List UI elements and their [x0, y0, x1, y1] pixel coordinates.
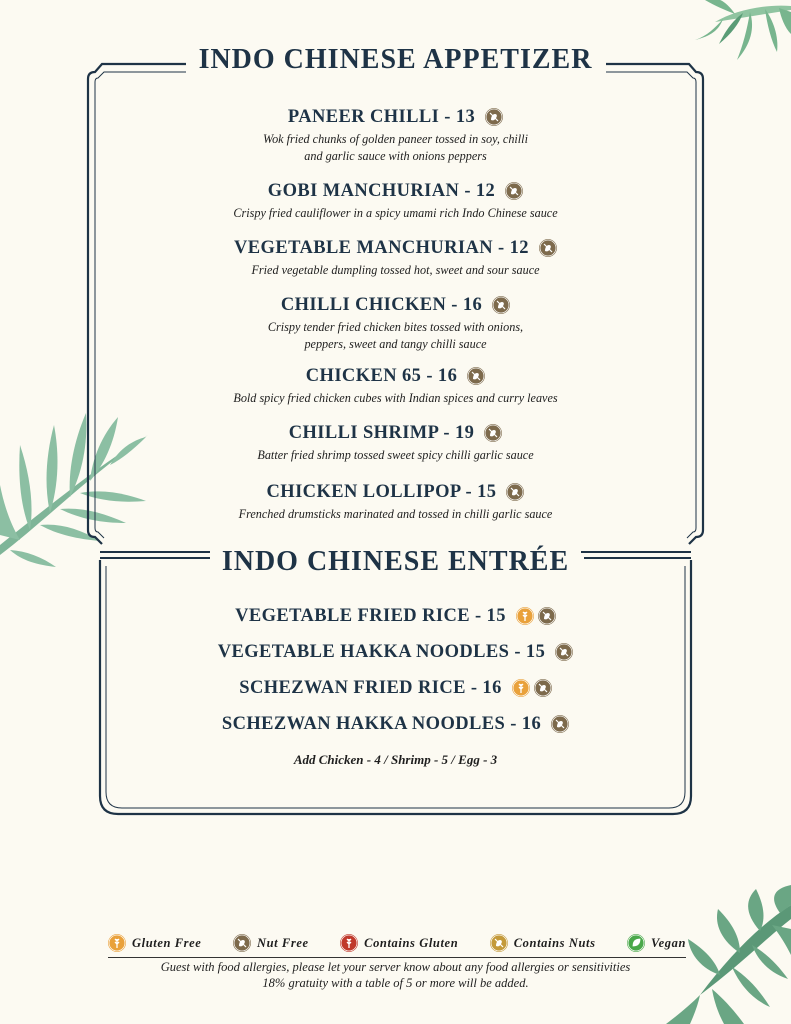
description-line: Crispy fried cauliflower in a spicy umami rich Indo Chinese sauce	[233, 206, 558, 220]
menu-item-description	[100, 262, 691, 279]
menu-item-name	[267, 481, 525, 503]
menu-item	[100, 422, 691, 464]
description-line: Crispy tender fried chicken bites tossed with onions,	[267, 320, 524, 334]
entree-section-title: INDO CHINESE ENTRÉE	[0, 546, 791, 578]
menu-item	[100, 237, 691, 279]
menu-item-description	[100, 506, 691, 523]
menu-item-title: CHILLI CHICKEN - 16	[280, 295, 483, 315]
menu-item-name	[289, 422, 503, 444]
allergy-note: Guest with food allergies, please let your server know about any food allergies or sensitivities	[160, 960, 631, 974]
description-line: Batter fried shrimp tossed sweet spicy chilli garlic sauce	[257, 448, 534, 462]
nut-free-icon	[551, 715, 569, 733]
menu-item	[100, 106, 691, 165]
menu-item-name	[218, 641, 573, 663]
dietary-icons	[551, 715, 569, 733]
dietary-legend	[108, 934, 686, 952]
menu-item-title: CHICKEN 65 - 16	[305, 366, 458, 386]
menu-item-description	[100, 319, 691, 353]
menu-item	[100, 641, 691, 663]
legend-label: Contains Gluten	[364, 935, 459, 950]
menu-item	[100, 481, 691, 523]
nut-free-icon	[538, 607, 556, 625]
menu-item-name	[235, 605, 556, 627]
menu-item-name	[268, 180, 523, 202]
nut-free-icon	[539, 239, 557, 257]
menu-item-title: GOBI MANCHURIAN - 12	[267, 181, 496, 201]
nut-free-icon	[505, 182, 523, 200]
menu-item-title: CHILLI SHRIMP - 19	[288, 423, 475, 443]
dietary-icons	[539, 239, 557, 257]
menu-item-name	[222, 713, 569, 735]
gluten-free-icon	[108, 934, 126, 952]
legend-item-contains-gluten	[340, 934, 458, 952]
description-line: Bold spicy fried chicken cubes with Indian spices and curry leaves	[233, 391, 558, 405]
nut-free-icon	[485, 108, 503, 126]
description-line: Fried vegetable dumpling tossed hot, sweet and sour sauce	[251, 263, 540, 277]
legend-item-gluten-free	[108, 934, 201, 952]
description-line: and garlic sauce with onions peppers	[304, 149, 487, 163]
nut-free-icon	[492, 296, 510, 314]
menu-item-title: VEGETABLE FRIED RICE - 15	[235, 606, 506, 626]
menu-item-description	[100, 447, 691, 464]
dietary-icons	[484, 424, 502, 442]
nut-free-icon	[555, 643, 573, 661]
dietary-icons	[516, 607, 556, 625]
legend-label: Vegan	[651, 935, 686, 950]
menu-item	[100, 677, 691, 699]
menu-item-name	[288, 106, 503, 128]
nut-free-icon	[233, 934, 251, 952]
menu-item	[100, 605, 691, 627]
description-line: peppers, sweet and tangy chilli sauce	[304, 337, 487, 351]
legend-label: Nut Free	[256, 935, 309, 950]
description-line: Frenched drumsticks marinated and tossed in chilli garlic sauce	[238, 507, 553, 521]
nut-free-icon	[467, 367, 485, 385]
menu-item-title: VEGETABLE MANCHURIAN - 12	[234, 238, 529, 258]
nut-free-icon	[506, 483, 524, 501]
menu-item	[100, 180, 691, 222]
dietary-icons	[555, 643, 573, 661]
legend-item-contains-nuts	[490, 934, 596, 952]
dietary-icons	[505, 182, 523, 200]
dietary-icons	[492, 296, 510, 314]
menu-item	[100, 713, 691, 735]
menu-item-name	[239, 677, 551, 699]
contains-nuts-icon	[490, 934, 508, 952]
legend-divider	[108, 957, 686, 958]
menu-item-name	[281, 294, 510, 316]
legend-label: Contains Nuts	[513, 935, 596, 950]
gluten-free-icon	[516, 607, 534, 625]
legend-label: Gluten Free	[132, 935, 202, 950]
contains-gluten-icon	[340, 934, 358, 952]
menu-item-title: SCHEZWAN HAKKA NOODLES - 16	[221, 714, 542, 734]
menu-item-name	[306, 365, 485, 387]
dietary-icons	[512, 679, 552, 697]
menu-item-title: PANEER CHILLI - 13	[287, 107, 476, 127]
menu-item	[100, 294, 691, 353]
menu-item	[100, 365, 691, 407]
menu-item-description	[100, 205, 691, 222]
menu-item-title: SCHEZWAN FRIED RICE - 16	[239, 678, 502, 698]
menu-item-title: CHICKEN LOLLIPOP - 15	[266, 482, 497, 502]
nut-free-icon	[484, 424, 502, 442]
menu-item-title: VEGETABLE HAKKA NOODLES - 15	[217, 642, 546, 662]
palm-leaf-bottom-right-decoration	[660, 885, 791, 1024]
nut-free-icon	[534, 679, 552, 697]
menu-item-name	[234, 237, 557, 259]
appetizer-section-title: INDO CHINESE APPETIZER	[0, 44, 791, 76]
legend-item-nut-free	[233, 934, 309, 952]
description-line: Wok fried chunks of golden paneer tossed in soy, chilli	[263, 132, 528, 146]
dietary-icons	[467, 367, 485, 385]
gluten-free-icon	[512, 679, 530, 697]
dietary-icons	[485, 108, 503, 126]
vegan-icon	[627, 934, 645, 952]
legend-item-vegan	[627, 934, 686, 952]
menu-item-description	[100, 390, 691, 407]
add-ons-text: Add Chicken - 4 / Shrimp - 5 / Egg - 3	[293, 752, 498, 767]
gratuity-note: 18% gratuity with a table of 5 or more will be added.	[262, 976, 529, 990]
menu-item-description	[100, 131, 691, 165]
dietary-icons	[506, 483, 524, 501]
